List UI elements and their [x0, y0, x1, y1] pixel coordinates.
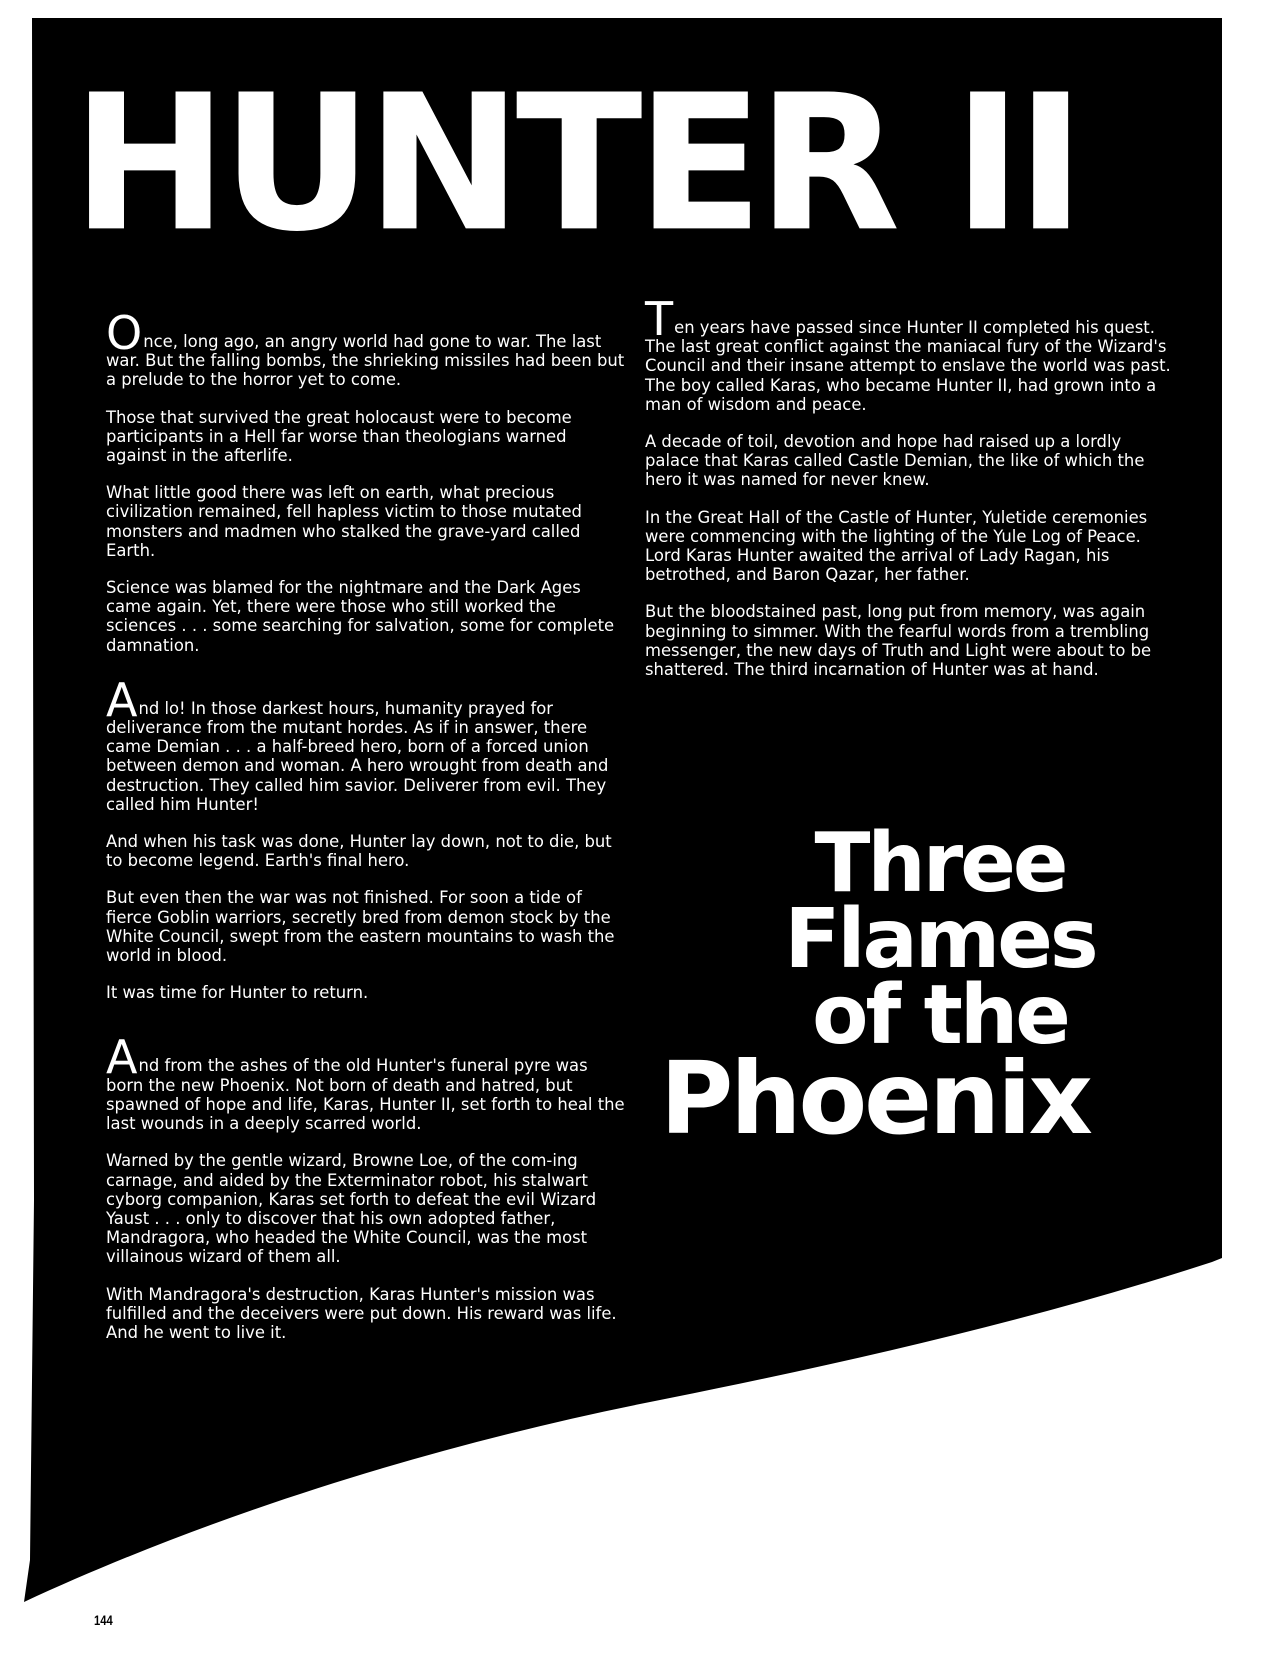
paragraph: What little good there was left on earth, what precious civilization remained, fell hapless victim to those mutated monsters and madmen who stalked the grave-yard called Earth.: [106, 483, 582, 560]
left-column: [106, 306, 626, 1360]
paragraph-text: en years have passed since Hunter II completed his quest. The last great conflict against the maniacal fury of the Wizard's Council and their insane attempt to enslave the world was past. The boy called Karas, who became Hunter II, had grown into a man of wisdom and peace.: [645, 318, 1171, 414]
paragraph-text: nce, long ago, an angry world had gone to war. The last war. But the falling bombs, the shrieking missiles had been but a prelude to the horror yet to come.: [106, 332, 625, 390]
story-title: [660, 816, 1220, 1157]
paragraph: It was time for Hunter to return.: [106, 983, 369, 1003]
dropcap: T: [645, 292, 674, 346]
story-title-line: Three: [814, 816, 1066, 911]
story-intro-paragraph: [645, 292, 1175, 414]
paragraph-text: nd lo! In those darkest hours, humanity prayed for deliverance from the mutant hordes. As if in answer, there came Demian . . . a half-breed hero, born of a forced union between demon and woman. A hero wrought from death and destruction. They called him savior. Deliverer from evil. They called him Hunter!: [106, 698, 609, 814]
paragraph: With Mandragora's destruction, Karas Hunter's mission was fulfilled and the deceivers were put down. His reward was life. And he went to live it.: [106, 1284, 617, 1342]
story-title-line: Phoenix: [660, 1040, 1090, 1157]
paragraph-phoenix: [106, 1030, 626, 1134]
page-number: 144: [94, 1612, 113, 1628]
dropcap: A: [106, 672, 138, 727]
paragraph: A decade of toil, devotion and hope had raised up a lordly palace that Karas called Castle Demian, the like of which the hero it was named for never knew.: [645, 432, 1145, 490]
paragraph-text: nd from the ashes of the old Hunter's funeral pyre was born the new Phoenix. Not born of death and hatred, but spawned of hope and life, Karas, Hunter II, set forth to heal the last wounds in a deeply scarred world.: [106, 1056, 625, 1134]
paragraph: Warned by the gentle wizard, Browne Loe, of the com-ing carnage, and aided by the Exterminator robot, his stalwart cyborg companion, Karas set forth to defeat the evil Wizard Yaust . . . only to discover that his own adopted father, Mandragora, who headed the White Council, was the most villainous wizard of them all.: [106, 1151, 597, 1267]
paragraph: But the bloodstained past, long put from memory, was again beginning to simmer. With the fearful words from a trembling messenger, the new days of Truth and Light were about to be shattered. The third incarnation of Hunter was at hand.: [645, 602, 1152, 680]
paragraph: And when his task was done, Hunter lay down, not to die, but to become legend. Earth's final hero.: [106, 832, 612, 871]
paragraph-demian: [106, 672, 626, 814]
paragraph: But even then the war was not finished. For soon a tide of fierce Goblin warriors, secretly bred from demon stock by the White Council, swept from the eastern mountains to wash the world in blood.: [106, 888, 615, 966]
paragraph: Science was blamed for the nightmare and the Dark Ages came again. Yet, there were those who still worked the sciences . . . some searching for salvation, some for complete damnation.: [106, 578, 615, 655]
right-column: [645, 292, 1175, 697]
paragraph: In the Great Hall of the Castle of Hunter, Yuletide ceremonies were commencing with the lighting of the Yule Log of Peace. Lord Karas Hunter awaited the arrival of Lady Ragan, his betrothed, and Baron Qazar, her father.: [645, 507, 1148, 585]
story-title-line: of the: [812, 968, 1068, 1063]
intro-paragraph: [106, 306, 626, 390]
paragraph: Those that survived the great holocaust were to become participants in a Hell far worse than theologians warned against in the afterlife.: [106, 407, 572, 466]
dropcap: A: [106, 1030, 138, 1085]
dropcap: O: [106, 306, 143, 360]
story-title-line: Flames: [784, 892, 1096, 987]
page-title: HUNTER II: [72, 54, 1080, 274]
